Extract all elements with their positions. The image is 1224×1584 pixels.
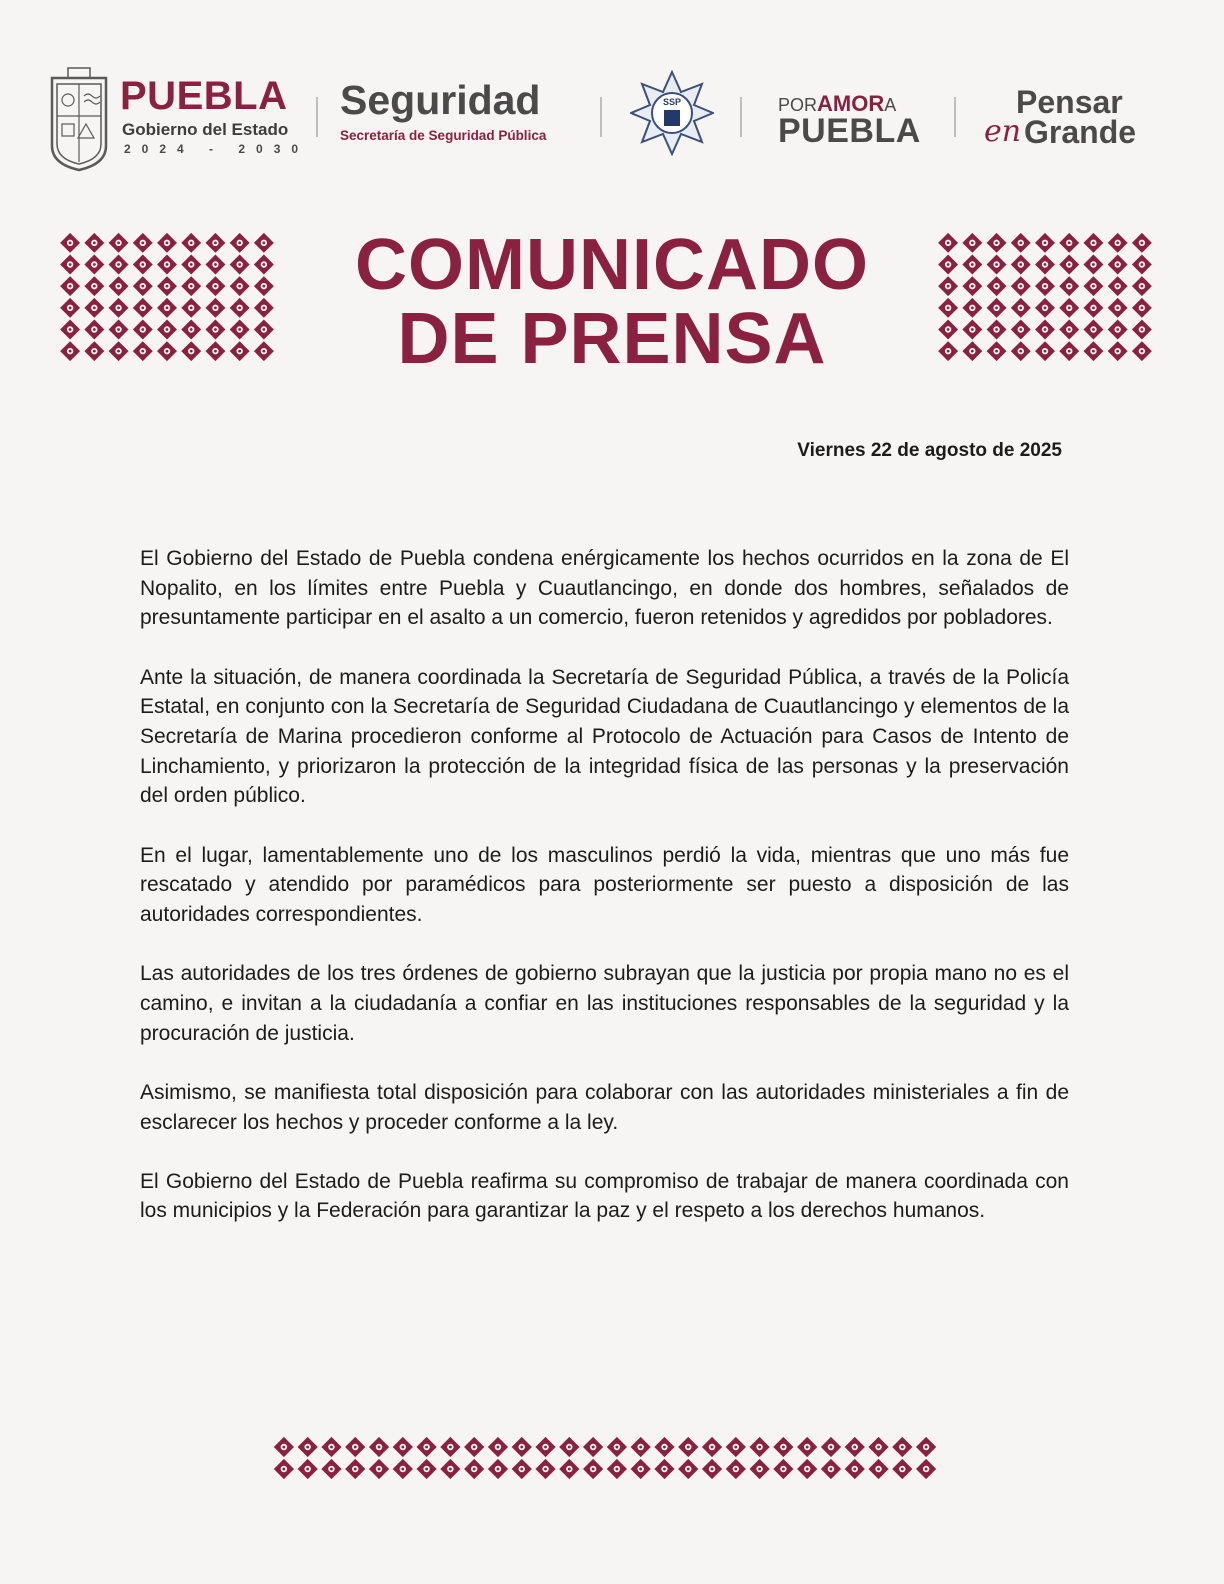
pattern-motif [987,320,1007,340]
seguridad-logo-title: Seguridad [340,77,541,123]
pattern-motif [1132,233,1152,253]
separator [740,97,742,137]
pattern-motif [157,341,177,361]
pattern-motif [1108,255,1128,275]
talavera-pattern-right [936,232,1154,362]
pattern-motif [1083,298,1103,318]
pattern-motif [654,1437,674,1457]
pattern-motif [987,276,1007,296]
pattern-motif [938,298,958,318]
pattern-motif [1035,255,1055,275]
pattern-motif [84,255,104,275]
pattern-motif [512,1459,532,1479]
pattern-motif [821,1437,841,1457]
pattern-motif [205,320,225,340]
pattern-motif [535,1459,555,1479]
press-release-body [140,544,1069,1256]
pattern-motif [962,255,982,275]
amor-logo-amor: AMOR [817,91,885,116]
paragraph-5: Asimismo, se manifiesta total disposición para colaborar con las autoridades ministeriales a fin de esclarecer los hechos y proceder conforme a la ley. [140,1080,1069,1134]
page-title [300,225,924,379]
pattern-motif [1035,320,1055,340]
pattern-motif [702,1459,722,1479]
pattern-motif [157,233,177,253]
pattern-motif [345,1459,365,1479]
pattern-motif [938,276,958,296]
police-star-badge-icon [630,70,714,156]
seguridad-logo-subtitle: Secretaría de Seguridad Pública [340,128,547,143]
pattern-motif [133,276,153,296]
pattern-motif [133,298,153,318]
pattern-motif [157,276,177,296]
pattern-motif [60,320,80,340]
pattern-motif [987,255,1007,275]
pattern-motif [109,320,129,340]
pattern-motif [205,298,225,318]
pattern-motif [254,298,274,318]
pattern-motif [938,233,958,253]
pattern-motif [205,276,225,296]
header-logos [44,62,1174,177]
pattern-motif [559,1459,579,1479]
pattern-motif [1035,233,1055,253]
pattern-motif [393,1459,413,1479]
pattern-motif [845,1459,865,1479]
pattern-motif [868,1459,888,1479]
pattern-motif [1132,276,1152,296]
pattern-motif [254,233,274,253]
pattern-motif [181,233,201,253]
pattern-motif [1108,276,1128,296]
pattern-motif [369,1459,389,1479]
pattern-motif [962,341,982,361]
pattern-motif [181,298,201,318]
pattern-motif [416,1459,436,1479]
pattern-motif [109,276,129,296]
pattern-motif [987,233,1007,253]
pattern-motif [797,1437,817,1457]
pattern-motif [109,298,129,318]
amor-logo-puebla: PUEBLA [778,112,921,150]
pattern-motif [109,233,129,253]
pattern-motif [1011,233,1031,253]
pattern-motif [535,1437,555,1457]
pattern-motif [254,276,274,296]
amor-logo-a: A [884,95,897,115]
pattern-motif [1108,320,1128,340]
pattern-motif [1059,298,1079,318]
pattern-motif [369,1437,389,1457]
puebla-logo-years: 2024 - 2030 [124,142,310,156]
pattern-motif [464,1459,484,1479]
pattern-motif [654,1459,674,1479]
pattern-motif [962,320,982,340]
pattern-motif [60,298,80,318]
pattern-motif [512,1437,532,1457]
paragraph-6: El Gobierno del Estado de Puebla reafirma su compromiso de trabajar de manera coordinada con los municipios y la Federación para garantizar la paz y el respeto a los derechos humanos. [140,1169,1069,1223]
pattern-motif [1011,320,1031,340]
pattern-motif [84,341,104,361]
paragraph-1: El Gobierno del Estado de Puebla condena enérgicamente los hechos ocurridos en la zona de El Nopalito, en los límites entre Puebla y Cuautlancingo, en donde dos hombres, señalados de presuntamente participar en el asalto a un comercio, fueron retenidos y agredidos por pobladores. [140,547,1069,630]
pattern-motif [1059,341,1079,361]
pattern-motif [938,341,958,361]
pattern-motif [181,320,201,340]
pattern-motif [254,255,274,275]
separator [600,97,602,137]
pattern-motif [1035,298,1055,318]
title-line-1: COMUNICADO [355,225,869,305]
pattern-motif [440,1459,460,1479]
pattern-motif [1011,298,1031,318]
pattern-motif [1083,233,1103,253]
pattern-motif [962,276,982,296]
pattern-motif [1083,255,1103,275]
separator [954,97,956,137]
pattern-motif [181,341,201,361]
pattern-motif [181,276,201,296]
pattern-motif [1132,298,1152,318]
pattern-motif [583,1459,603,1479]
pattern-motif [181,255,201,275]
pattern-motif [938,255,958,275]
pattern-motif [254,320,274,340]
pattern-motif [631,1437,651,1457]
paragraph-3: En el lugar, lamentablemente uno de los masculinos perdió la vida, mientras que uno más fue rescatado y atendido por paramédicos para posteriormente ser puesto a disposición de las autoridades correspondientes. [140,843,1069,927]
pattern-motif [773,1437,793,1457]
pattern-motif [393,1437,413,1457]
pattern-motif [157,255,177,275]
pattern-motif [298,1459,318,1479]
pattern-motif [678,1459,698,1479]
pattern-motif [230,233,250,253]
coat-of-arms-icon [44,66,114,172]
pattern-motif [230,298,250,318]
pattern-motif [678,1437,698,1457]
pattern-motif [1108,341,1128,361]
pattern-motif [84,298,104,318]
pattern-motif [845,1437,865,1457]
pattern-motif [274,1437,294,1457]
pattern-motif [987,341,1007,361]
pattern-motif [726,1459,746,1479]
pattern-motif [230,341,250,361]
badge-label: SSP [662,97,682,107]
pattern-motif [892,1437,912,1457]
pattern-motif [607,1459,627,1479]
puebla-logo-subtitle: Gobierno del Estado [122,120,289,139]
pattern-motif [488,1437,508,1457]
pattern-motif [1132,320,1152,340]
pattern-motif [583,1437,603,1457]
pattern-motif [797,1459,817,1479]
pattern-motif [916,1459,936,1479]
pattern-motif [321,1437,341,1457]
pattern-motif [416,1437,436,1457]
pattern-motif [773,1459,793,1479]
pattern-motif [84,233,104,253]
pattern-motif [274,1459,294,1479]
title-line-2: DE PRENSA [397,299,827,379]
pattern-motif [205,233,225,253]
pattern-motif [987,298,1007,318]
pattern-motif [345,1437,365,1457]
pattern-motif [726,1437,746,1457]
pattern-motif [1083,320,1103,340]
pattern-motif [109,341,129,361]
date: Viernes 22 de agosto de 2025 [797,440,1062,461]
pattern-motif [133,233,153,253]
pensar-logo-en: en [984,114,1022,149]
pattern-motif [60,233,80,253]
paragraph-2: Ante la situación, de manera coordinada la Secretaría de Seguridad Pública, a través de la Policía Estatal, en conjunto con la Secretaría de Seguridad Ciudadana de Cuautlancingo y elementos de la Secretaría de Marina procedieron conforme al Protocolo de Actuación para Casos de Intento de Linchamiento, y priorizaron la protección de la integridad física de las personas y la preservación del orden público. [140,665,1069,808]
pattern-motif [749,1437,769,1457]
pattern-motif [157,298,177,318]
puebla-logo-title: PUEBLA [120,74,288,118]
pattern-motif [488,1459,508,1479]
pattern-motif [1011,341,1031,361]
pattern-motif [1035,276,1055,296]
pattern-motif [1059,233,1079,253]
pattern-motif [1011,276,1031,296]
pattern-motif [1059,276,1079,296]
pattern-motif [1059,255,1079,275]
pattern-motif [749,1459,769,1479]
pattern-motif [962,233,982,253]
pattern-motif [1035,341,1055,361]
pattern-motif [205,255,225,275]
pattern-motif [916,1437,936,1457]
pattern-motif [60,341,80,361]
pattern-motif [133,341,153,361]
pattern-motif [607,1437,627,1457]
pattern-motif [821,1459,841,1479]
pattern-motif [230,255,250,275]
pattern-motif [1083,276,1103,296]
pattern-motif [230,320,250,340]
pensar-logo-grande: Grande [1024,114,1137,150]
pattern-motif [321,1459,341,1479]
pattern-motif [1132,255,1152,275]
pattern-motif [157,320,177,340]
pattern-motif [631,1459,651,1479]
pattern-motif [205,341,225,361]
pattern-motif [559,1437,579,1457]
talavera-pattern-bottom [272,1436,938,1480]
pattern-motif [298,1437,318,1457]
pattern-motif [962,298,982,318]
pattern-motif [1132,341,1152,361]
pattern-motif [230,276,250,296]
amor-logo-por: POR [778,95,818,115]
pattern-motif [1108,298,1128,318]
talavera-pattern-left [58,232,276,362]
pattern-motif [464,1437,484,1457]
pattern-motif [938,320,958,340]
pattern-motif [84,320,104,340]
pattern-motif [254,341,274,361]
paragraph-4: Las autoridades de los tres órdenes de gobierno subrayan que la justicia por propia mano no es el camino, e invitan a la ciudadanía a confiar en las instituciones responsables de la seguridad y la procuración de justicia. [140,962,1069,1045]
pattern-motif [60,276,80,296]
pattern-motif [440,1437,460,1457]
separator [316,97,318,137]
pattern-motif [60,255,80,275]
pattern-motif [109,255,129,275]
pattern-motif [702,1437,722,1457]
pattern-motif [1059,320,1079,340]
pattern-motif [892,1459,912,1479]
pensar-logo-pensar: Pensar [1016,84,1123,120]
pattern-motif [1083,341,1103,361]
pattern-motif [868,1437,888,1457]
pattern-motif [133,320,153,340]
pattern-motif [1011,255,1031,275]
pattern-motif [1108,233,1128,253]
pattern-motif [84,276,104,296]
pattern-motif [133,255,153,275]
